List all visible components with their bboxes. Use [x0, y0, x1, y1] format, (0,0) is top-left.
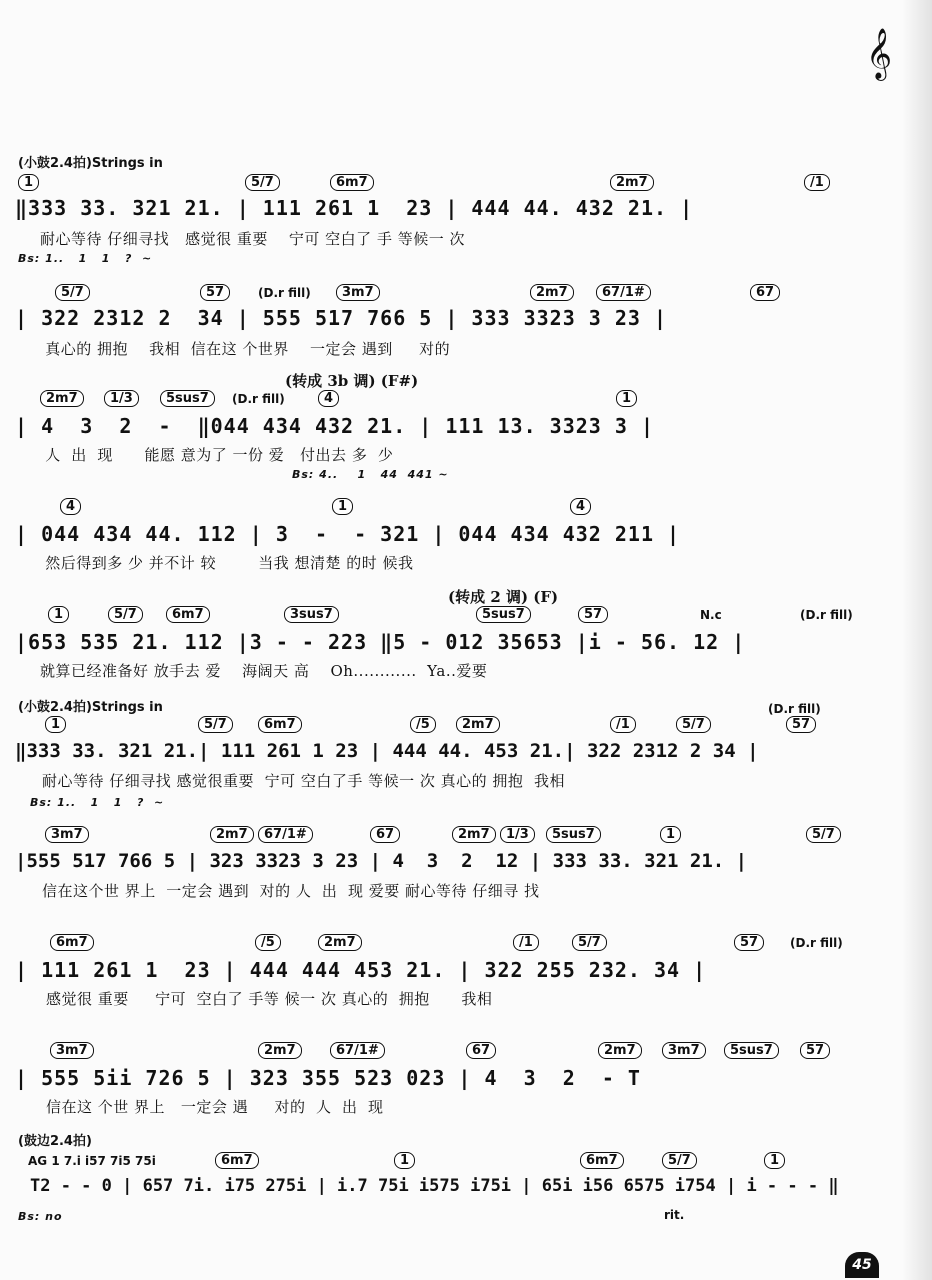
chord-marker: 1: [660, 826, 681, 843]
lyric-line: 耐心等待 仔细寻找 感觉很 重要 宁可 空白了 手 等候一 次: [40, 230, 465, 248]
chord-marker: 2m7: [210, 826, 254, 843]
drum-fill-note: (D.r fill): [258, 286, 311, 300]
chord-marker: 3m7: [662, 1042, 706, 1059]
chord-marker: 4: [60, 498, 81, 515]
key-change-label: (转成 3b 调) (F#): [285, 372, 419, 390]
chord-marker: 6m7: [50, 934, 94, 951]
chord-marker: 1: [764, 1152, 785, 1169]
chord-marker: /1: [804, 174, 830, 191]
chord-marker: 5sus7: [724, 1042, 779, 1059]
page-number: 45: [845, 1252, 879, 1278]
chord-marker: 3m7: [50, 1042, 94, 1059]
chord-marker: 5sus7: [160, 390, 215, 407]
drum-fill-note: (D.r fill): [790, 936, 843, 950]
lyric-line: 真心的 拥抱 我相 信在这 个世界 一定会 遇到 对的: [40, 340, 451, 358]
chord-marker: 2m7: [318, 934, 362, 951]
lyric-line: 信在这 个世 界上 一定会 遇 对的 人 出 现: [46, 1098, 384, 1116]
chord-marker: 57: [578, 606, 608, 623]
lyric-line: 人 出 现 能愿 意为了 一份 爱 付出去 多 少: [40, 446, 394, 464]
chord-marker: 2m7: [456, 716, 500, 733]
chord-marker: 67: [466, 1042, 496, 1059]
chord-marker: 5/7: [55, 284, 90, 301]
chord-marker: 5/7: [806, 826, 841, 843]
chord-marker: 2m7: [452, 826, 496, 843]
intro-notes: AG 1 7.i i57 7i5 75i: [28, 1154, 156, 1168]
chord-marker: 1: [18, 174, 39, 191]
chord-marker: 5sus7: [476, 606, 531, 623]
chord-marker: 2m7: [530, 284, 574, 301]
ritardando-marking: rit.: [664, 1208, 685, 1222]
section-label: (鼓边2.4拍): [18, 1134, 92, 1149]
chord-marker: /5: [410, 716, 436, 733]
chord-marker: 5/7: [198, 716, 233, 733]
no-chord-marker: N.c: [700, 608, 722, 622]
chord-marker: 67/1#: [258, 826, 313, 843]
notation-line: | 555 5ii 726 5 | 323 355 523 023 | 4 3 2 - T: [15, 1066, 641, 1090]
notation-line: T2 - - 0 | 657 7i. i75 275i | i.7 75i i575 i75i | 65i i56 6575 i754 | i - - - ‖: [30, 1176, 839, 1196]
chord-marker: 6m7: [166, 606, 210, 623]
chord-marker: 67: [750, 284, 780, 301]
lyric-line: 就算已经准备好 放手去 爱 海阔天 高 Oh............ Ya..爱要: [40, 662, 488, 680]
notation-line: ‖333 33. 321 21.| 111 261 1 23 | 444 44. 453 21.| 322 2312 2 34 |: [15, 740, 759, 762]
drum-fill-note: (D.r fill): [768, 702, 821, 716]
chord-marker: 5sus7: [546, 826, 601, 843]
chord-marker: 1: [616, 390, 637, 407]
notation-line: | 322 2312 2 34 | 555 517 766 5 | 333 3323 3 23 |: [15, 306, 668, 330]
chord-marker: 6m7: [258, 716, 302, 733]
key-change-label: (转成 2 调) (F): [448, 588, 559, 606]
notation-line: | 111 261 1 23 | 444 444 453 21. | 322 255 232. 34 |: [15, 958, 707, 982]
chord-marker: 5/7: [108, 606, 143, 623]
drum-fill-note: (D.r fill): [232, 392, 285, 406]
chord-marker: 2m7: [610, 174, 654, 191]
notation-line: |653 535 21. 112 |3 - - 223 ‖5 - 012 35653 |i - 56. 12 |: [15, 630, 746, 654]
lyric-line: 感觉很 重要 宁可 空白了 手等 候一 次 真心的 拥抱 我相: [46, 990, 493, 1008]
chord-marker: 1: [394, 1152, 415, 1169]
chord-marker: 2m7: [40, 390, 84, 407]
chord-marker: 5/7: [676, 716, 711, 733]
chord-marker: /5: [255, 934, 281, 951]
bass-note-line: Bs: 1.. 1 1 ? ~: [30, 796, 165, 809]
bass-note-line: Bs: 1.. 1 1 ? ~: [18, 252, 153, 265]
chord-marker: 1/3: [104, 390, 139, 407]
chord-marker: 5/7: [245, 174, 280, 191]
chord-marker: /1: [513, 934, 539, 951]
chord-marker: /1: [610, 716, 636, 733]
chord-marker: 3sus7: [284, 606, 339, 623]
chord-marker: 2m7: [258, 1042, 302, 1059]
chord-marker: 1: [332, 498, 353, 515]
chord-marker: 57: [800, 1042, 830, 1059]
chord-marker: 67/1#: [330, 1042, 385, 1059]
chord-marker: 2m7: [598, 1042, 642, 1059]
chord-marker: 6m7: [580, 1152, 624, 1169]
chord-marker: 5/7: [662, 1152, 697, 1169]
bass-note-line: Bs: 4.. 1 44 441 ~: [292, 468, 449, 481]
treble-clef-icon: 𝄞: [866, 28, 893, 79]
lyric-line: 耐心等待 仔细寻找 感觉很重要 宁可 空白了手 等候一 次 真心的 拥抱 我相: [42, 772, 565, 790]
chord-marker: 57: [786, 716, 816, 733]
drum-fill-note: (D.r fill): [800, 608, 853, 622]
chord-marker: 4: [318, 390, 339, 407]
chord-marker: 1/3: [500, 826, 535, 843]
chord-marker: 1: [45, 716, 66, 733]
chord-marker: 6m7: [215, 1152, 259, 1169]
chord-marker: 5/7: [572, 934, 607, 951]
notation-line: ‖333 33. 321 21. | 111 261 1 23 | 444 44. 432 21. |: [15, 196, 694, 220]
chord-marker: 67/1#: [596, 284, 651, 301]
chord-marker: 67: [370, 826, 400, 843]
page-edge-shadow: [902, 0, 932, 1280]
notation-line: | 4 3 2 - ‖044 434 432 21. | 111 13. 3323 3 |: [15, 414, 655, 438]
chord-marker: 57: [734, 934, 764, 951]
section-label: (小鼓2.4拍)Strings in: [18, 700, 163, 715]
chord-marker: 3m7: [45, 826, 89, 843]
lyric-line: 然后得到多 少 并不计 较 当我 想清楚 的时 候我: [40, 554, 414, 572]
section-label: (小鼓2.4拍)Strings in: [18, 156, 163, 171]
bass-note-line: Bs: no: [18, 1210, 63, 1223]
notation-line: | 044 434 44. 112 | 3 - - 321 | 044 434 432 211 |: [15, 522, 681, 546]
chord-marker: 4: [570, 498, 591, 515]
lyric-line: 信在这个世 界上 一定会 遇到 对的 人 出 现 爱要 耐心等待 仔细寻 找: [42, 882, 540, 900]
notation-line: |555 517 766 5 | 323 3323 3 23 | 4 3 2 12 | 333 33. 321 21. |: [15, 850, 748, 872]
chord-marker: 1: [48, 606, 69, 623]
chord-marker: 57: [200, 284, 230, 301]
chord-marker: 3m7: [336, 284, 380, 301]
chord-marker: 6m7: [330, 174, 374, 191]
